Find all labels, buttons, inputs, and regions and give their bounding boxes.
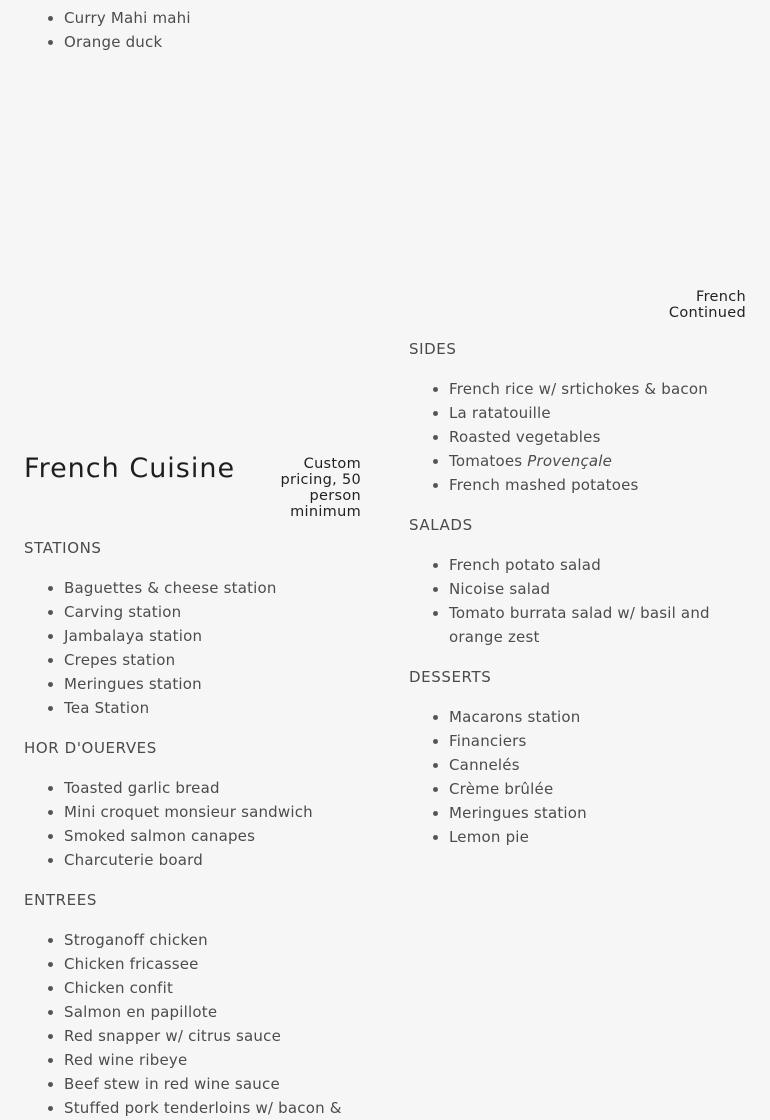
stations-list xyxy=(24,576,364,720)
list-item: Orange duck xyxy=(24,30,364,54)
list-item: Financiers xyxy=(409,729,749,753)
pricing-line-1: Custom xyxy=(303,456,361,472)
pricing-line-4: minimum xyxy=(290,504,361,520)
list-item: Tomato burrata salad w/ basil and orange zest xyxy=(409,601,749,649)
list-item: Macarons station xyxy=(409,705,749,729)
entrees-heading: ENTREES xyxy=(24,891,97,909)
list-item: Nicoise salad xyxy=(409,577,749,601)
list-item: French mashed potatoes xyxy=(409,473,749,497)
list-item: Red wine ribeye xyxy=(24,1048,364,1072)
list-item: Smoked salmon canapes xyxy=(24,824,364,848)
list-item: Toasted garlic bread xyxy=(24,776,364,800)
tomatoes-text: Tomatoes xyxy=(449,452,528,470)
list-item: Lemon pie xyxy=(409,825,749,849)
pricing-note xyxy=(251,456,361,520)
entrees-list xyxy=(24,928,364,1120)
list-item: Roasted vegetables xyxy=(409,425,749,449)
page-title: French Cuisine xyxy=(24,453,236,484)
continued-line-1: French xyxy=(695,289,746,305)
list-item: Baguettes & cheese station xyxy=(24,576,364,600)
list-item: Curry Mahi mahi xyxy=(24,6,364,30)
provencale-text: Provençale xyxy=(527,452,613,470)
list-item: Salmon en papillote xyxy=(24,1000,364,1024)
previous-menu-list xyxy=(24,6,364,54)
list-item: Stuffed pork tenderloins w/ bacon & xyxy=(24,1096,364,1120)
list-item: Charcuterie board xyxy=(24,848,364,872)
list-item: Crème brûlée xyxy=(409,777,749,801)
list-item: French potato salad xyxy=(409,553,749,577)
list-item: Meringues station xyxy=(24,672,364,696)
list-item: Cannelés xyxy=(409,753,749,777)
list-item: La ratatouille xyxy=(409,401,749,425)
list-item: Tea Station xyxy=(24,696,364,720)
list-item: Chicken confit xyxy=(24,976,364,1000)
salads-heading: SALADS xyxy=(409,516,473,534)
continued-line-2: Continued xyxy=(668,305,746,321)
list-item: Beef stew in red wine sauce xyxy=(24,1072,364,1096)
hors-doeuvres-heading: HOR D'OUERVES xyxy=(24,739,157,757)
desserts-list xyxy=(409,705,749,849)
list-item: Crepes station xyxy=(24,648,364,672)
hors-doeuvres-list xyxy=(24,776,364,872)
stations-heading: STATIONS xyxy=(24,539,102,557)
list-item: Red snapper w/ citrus sauce xyxy=(24,1024,364,1048)
desserts-heading: DESSERTS xyxy=(409,668,492,686)
list-item: French rice w/ srtichokes & bacon xyxy=(409,377,749,401)
list-item: Jambalaya station xyxy=(24,624,364,648)
list-item-tomatoes xyxy=(409,449,749,473)
pricing-line-2: pricing, 50 xyxy=(280,472,361,488)
sides-heading: SIDES xyxy=(409,340,457,358)
list-item: Meringues station xyxy=(409,801,749,825)
sides-list xyxy=(409,377,749,497)
salads-list xyxy=(409,553,749,649)
pricing-line-3: person xyxy=(309,488,361,504)
list-item: Carving station xyxy=(24,600,364,624)
list-item: Mini croquet monsieur sandwich xyxy=(24,800,364,824)
continued-label xyxy=(669,289,746,321)
list-item: Stroganoff chicken xyxy=(24,928,364,952)
list-item: Chicken fricassee xyxy=(24,952,364,976)
